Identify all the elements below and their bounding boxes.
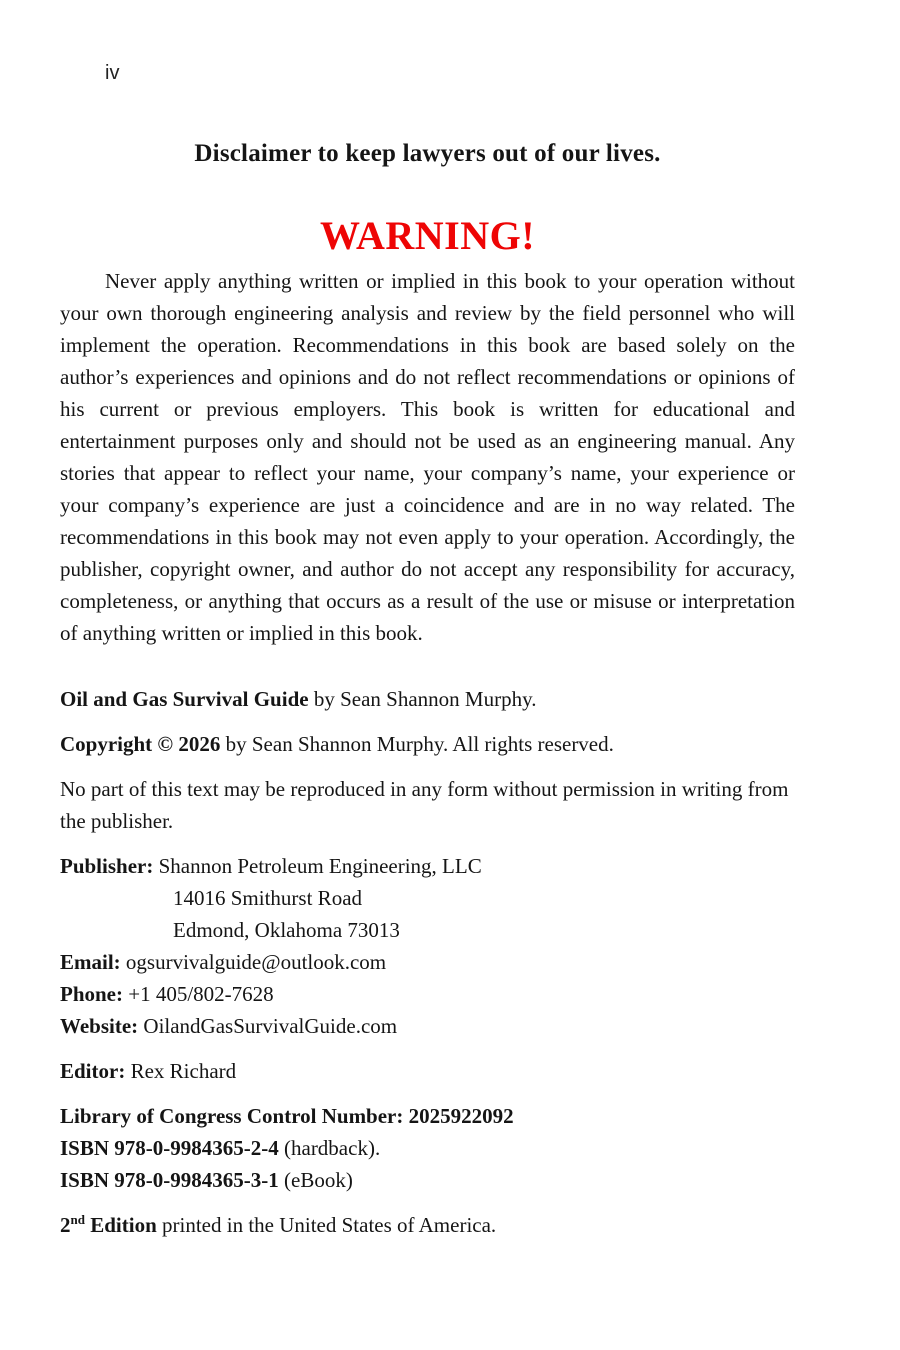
copyright-notice: Copyright © 2026: [60, 732, 221, 756]
email-line: [60, 946, 795, 978]
permission-line: No part of this text may be reproduced in any form without permission in writing from the publisher.: [60, 777, 789, 833]
phone-line: [60, 978, 795, 1010]
phone-value: +1 405/802-7628: [128, 982, 274, 1006]
contact-block: [60, 850, 795, 1042]
copyright-line: [60, 728, 795, 760]
edition-ordinal: nd: [70, 1212, 85, 1227]
editor-value: Rex Richard: [130, 1059, 237, 1083]
website-line: [60, 1010, 795, 1042]
editor-line: [60, 1055, 795, 1087]
email-label: Email:: [60, 950, 121, 974]
book-title-line: [60, 683, 795, 715]
publisher-line: [60, 850, 795, 882]
phone-label: Phone:: [60, 982, 123, 1006]
edition-line: [60, 1209, 795, 1241]
isbn-hardback-number: ISBN 978-0-9984365-2-4: [60, 1136, 279, 1160]
disclaimer-title: Disclaimer to keep lawyers out of our lives.: [194, 140, 661, 167]
lccn-line: Library of Congress Control Number: 2025922092: [60, 1104, 514, 1128]
disclaimer-body: Never apply anything written or implied in this book to your operation without your own thorough engineering analysis and review by the field personnel who will implement the operation. Recommendations in this book are based solely on the author’s experiences and opinions and do not reflect recommendations or opinions of his current or previous employers. This book is written for educational and entertainment purposes only and should not be used as an engineering manual. Any stories that appear to reflect your name, your company’s name, your experience or your company’s experience are just a coincidence and are in no way related. The recommendations in this book may not even apply to your operation. Accordingly, the publisher, copyright owner, and author do not accept any responsibility for accuracy, completeness, or anything that occurs as a result of the use or misuse or interpretation of anything written or implied in this book.: [60, 269, 795, 645]
isbn-ebook-format: (eBook): [278, 1168, 353, 1192]
identifiers-block: [60, 1100, 795, 1196]
publisher-address-line1: 14016 Smithurst Road: [173, 886, 363, 910]
edition-number: 2: [60, 1213, 71, 1237]
edition-rest: printed in the United States of America.: [156, 1213, 497, 1237]
page-number: iv: [105, 62, 120, 84]
isbn-hardback-format: (hardback).: [278, 1136, 381, 1160]
publisher-address-line2: Edmond, Oklahoma 73013: [173, 918, 400, 942]
website-value: OilandGasSurvivalGuide.com: [143, 1014, 398, 1038]
email-value: ogsurvivalguide@outlook.com: [125, 950, 387, 974]
publisher-label: Publisher:: [60, 854, 154, 878]
warning-heading: WARNING!: [319, 213, 536, 258]
publisher-name: Shannon Petroleum Engineering, LLC: [158, 854, 482, 878]
isbn-ebook-line: [60, 1164, 795, 1196]
website-label: Website:: [60, 1014, 139, 1038]
book-title-byline: by Sean Shannon Murphy.: [308, 687, 537, 711]
copyright-rest: by Sean Shannon Murphy. All rights reserved.: [220, 732, 614, 756]
edition-word: Edition: [84, 1213, 157, 1237]
book-title: Oil and Gas Survival Guide: [60, 687, 309, 711]
isbn-hardback-line: [60, 1132, 795, 1164]
isbn-ebook-number: ISBN 978-0-9984365-3-1: [60, 1168, 279, 1192]
editor-label: Editor:: [60, 1059, 126, 1083]
